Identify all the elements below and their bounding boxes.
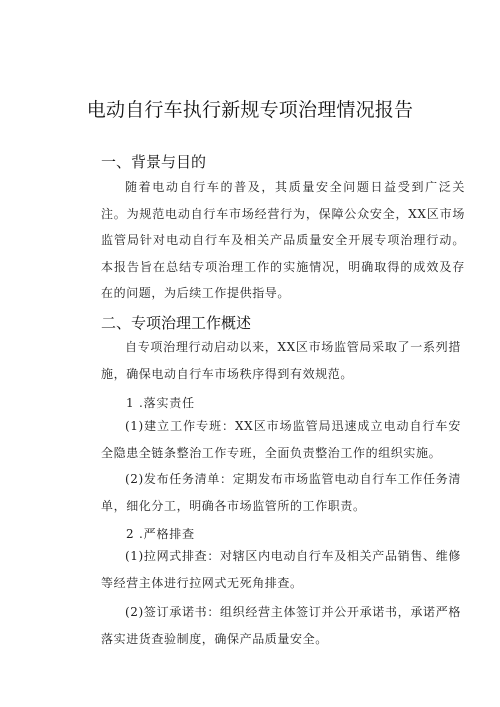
list-item-commitment: (2)签订承诺书：组织经营主体签订并公开承诺书，承诺严格落实进货查验制度，确保产品质量安全。 [101, 605, 461, 646]
list-item-work-team: (1)建立工作专班：XX区市场监管局迅速成立电动自行车安全隐患全链条整治工作专班，全面负责整治工作的组织实施。 [101, 419, 461, 460]
page-title: 电动自行车执行新规专项治理情况报告 [86, 99, 414, 121]
list-item-full-inspection: (1)拉网式排查：对辖区内电动自行车及相关产品销售、维修等经营主体进行拉网式无死角排查。 [101, 549, 461, 590]
section-heading-background: 一、背景与目的 [101, 153, 207, 171]
subsection-heading-responsibility: 1 .落实责任 [126, 396, 195, 410]
section-heading-overview: 二、专项治理工作概述 [101, 314, 252, 332]
paragraph-overview: 自专项治理行动启动以来，XX区市场监管局采取了一系列措施，确保电动自行车市场秩序得到有效规范。 [101, 340, 461, 381]
paragraph-background: 随着电动自行车的普及，其质量安全问题日益受到广泛关注。为规范电动自行车市场经营行为，保障公众安全，XX区市场监管局针对电动自行车及相关产品质量安全开展专项治理行动。本报告旨在总结专项治理工作的实施情况，明确取得的成效及存在的问题，为后续工作提供指导。 [101, 180, 465, 300]
list-item-task-list: (2)发布任务清单：定期发布市场监管电动自行车工作任务清单，细化分工，明确各市场监管所的工作职责。 [101, 472, 461, 513]
subsection-heading-inspection: 2 .严格排查 [126, 527, 195, 541]
